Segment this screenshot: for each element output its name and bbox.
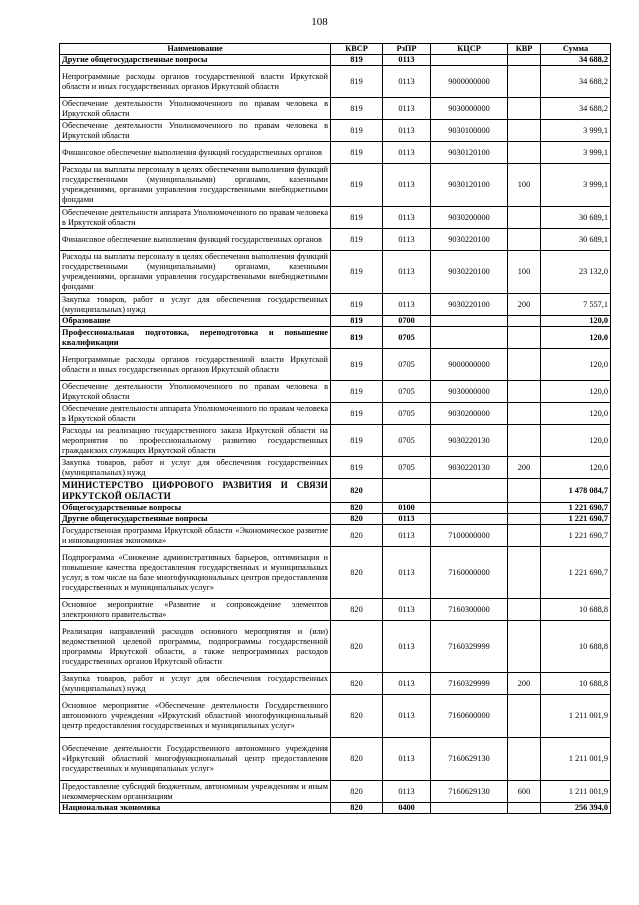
cell-kvr: [508, 120, 541, 142]
cell-sum: 256 394,0: [541, 803, 611, 814]
cell-rzpr: 0400: [383, 803, 431, 814]
table-row: [60, 316, 611, 327]
cell-kvsr: 820: [331, 514, 383, 525]
cell-kvsr: 819: [331, 55, 383, 66]
cell-rzpr: 0113: [383, 294, 431, 316]
cell-kvsr: 820: [331, 738, 383, 781]
cell-name: Профессиональная подготовка, переподготовка и повышение квалификации: [60, 327, 331, 349]
cell-rzpr: 0113: [383, 55, 431, 66]
cell-kvr: [508, 349, 541, 381]
cell-name: Закупка товаров, работ и услуг для обеспечения государственных (муниципальных) нужд: [60, 673, 331, 695]
cell-kvr: [508, 803, 541, 814]
cell-rzpr: 0113: [383, 98, 431, 120]
table-row: [60, 327, 611, 349]
cell-kcsr: 7160329999: [431, 621, 508, 673]
cell-name: Обеспечение деятельности аппарата Уполномоченного по правам человека в Иркутской области: [60, 207, 331, 229]
cell-sum: 34 688,2: [541, 98, 611, 120]
cell-kvr: [508, 425, 541, 457]
cell-name: Непрограммные расходы органов государственной власти Иркутской области и иных государственных органов Иркутской области: [60, 66, 331, 98]
table-row: [60, 164, 611, 207]
table-row: [60, 673, 611, 695]
table-row: [60, 207, 611, 229]
cell-name: Финансовое обеспечение выполнения функций государственных органов: [60, 229, 331, 251]
cell-name: Обеспечение деятельности аппарата Уполномоченного по правам человека в Иркутской области: [60, 403, 331, 425]
cell-name: Расходы на выплаты персоналу в целях обеспечения выполнения функций государственными (муниципальными) органами, казенными учреждениями, органами управления государственными внебюджетными фондами: [60, 251, 331, 294]
cell-rzpr: 0113: [383, 207, 431, 229]
cell-kvr: [508, 503, 541, 514]
page-number: 108: [311, 16, 328, 28]
table-row: [60, 599, 611, 621]
table-row: [60, 514, 611, 525]
cell-kvr: [508, 55, 541, 66]
cell-kcsr: 9030220100: [431, 229, 508, 251]
cell-rzpr: 0113: [383, 514, 431, 525]
table-row: [60, 781, 611, 803]
cell-kcsr: [431, 503, 508, 514]
table-row: [60, 98, 611, 120]
cell-name: Обеспечение деятельности Уполномоченного по правам человека в Иркутской области: [60, 381, 331, 403]
cell-kvr: 200: [508, 673, 541, 695]
cell-kvsr: 820: [331, 525, 383, 547]
cell-kcsr: 9030220130: [431, 425, 508, 457]
cell-name: Закупка товаров, работ и услуг для обеспечения государственных (муниципальных) нужд: [60, 294, 331, 316]
table-row: [60, 525, 611, 547]
cell-kvsr: 819: [331, 251, 383, 294]
cell-sum: 3 999,1: [541, 142, 611, 164]
cell-kvr: 600: [508, 781, 541, 803]
header-kcsr: КЦСР: [431, 44, 508, 55]
cell-kvr: [508, 514, 541, 525]
cell-kvr: [508, 229, 541, 251]
cell-sum: 34 688,2: [541, 66, 611, 98]
cell-kvsr: 819: [331, 164, 383, 207]
header-sum: Сумма: [541, 44, 611, 55]
cell-rzpr: 0113: [383, 66, 431, 98]
cell-name: Расходы на реализацию государственного заказа Иркутской области на мероприятия по профессиональному развитию государственных гражданских служащих Иркутской области: [60, 425, 331, 457]
cell-kvsr: 819: [331, 142, 383, 164]
cell-kvsr: 819: [331, 120, 383, 142]
cell-kcsr: 9030200000: [431, 403, 508, 425]
cell-kcsr: [431, 316, 508, 327]
cell-kcsr: 7160000000: [431, 547, 508, 599]
cell-rzpr: 0113: [383, 599, 431, 621]
cell-kvsr: 819: [331, 381, 383, 403]
cell-rzpr: 0705: [383, 327, 431, 349]
cell-kcsr: [431, 327, 508, 349]
cell-kcsr: 9030220130: [431, 457, 508, 479]
cell-kvsr: 819: [331, 229, 383, 251]
cell-kcsr: 9030000000: [431, 98, 508, 120]
cell-kcsr: 9030000000: [431, 381, 508, 403]
cell-kcsr: 7160329999: [431, 673, 508, 695]
cell-rzpr: [383, 479, 431, 503]
cell-kvr: [508, 66, 541, 98]
table-row: [60, 503, 611, 514]
cell-name: Обеспечение деятельности Уполномоченного по правам человека в Иркутской области: [60, 120, 331, 142]
table-body: [60, 55, 611, 814]
cell-name: Национальная экономика: [60, 803, 331, 814]
cell-kvr: [508, 695, 541, 738]
cell-kvr: [508, 142, 541, 164]
cell-kvsr: 820: [331, 695, 383, 738]
cell-name: Основное мероприятие «Развитие и сопровождение элементов электронного правительства»: [60, 599, 331, 621]
cell-kvr: [508, 738, 541, 781]
cell-rzpr: 0700: [383, 316, 431, 327]
cell-kvr: [508, 621, 541, 673]
cell-name: Основное мероприятие «Обеспечение деятельности Государственного автономного учреждения «Иркутский областной многофункциональный центр предоставления государственных и муниципальных услуг»: [60, 695, 331, 738]
header-kvsr: КВСР: [331, 44, 383, 55]
cell-kvsr: 819: [331, 66, 383, 98]
cell-kvr: [508, 98, 541, 120]
cell-sum: 120,0: [541, 403, 611, 425]
cell-name: Образование: [60, 316, 331, 327]
cell-rzpr: 0113: [383, 547, 431, 599]
table-row: [60, 621, 611, 673]
cell-kvsr: 819: [331, 207, 383, 229]
cell-rzpr: 0113: [383, 738, 431, 781]
cell-kcsr: [431, 479, 508, 503]
cell-kcsr: 9030220100: [431, 251, 508, 294]
cell-rzpr: 0113: [383, 525, 431, 547]
cell-name: Непрограммные расходы органов государственной власти Иркутской области и иных государственных органов Иркутской области: [60, 349, 331, 381]
table-row: [60, 120, 611, 142]
cell-kvsr: 820: [331, 547, 383, 599]
cell-kcsr: 7160300000: [431, 599, 508, 621]
cell-sum: 3 999,1: [541, 164, 611, 207]
cell-sum: 1 221 690,7: [541, 525, 611, 547]
header-rzpr: РзПР: [383, 44, 431, 55]
cell-sum: 1 221 690,7: [541, 547, 611, 599]
cell-kvr: [508, 403, 541, 425]
cell-sum: 1 221 690,7: [541, 514, 611, 525]
cell-sum: 1 211 001,9: [541, 781, 611, 803]
cell-kvr: 100: [508, 164, 541, 207]
cell-sum: 120,0: [541, 316, 611, 327]
cell-rzpr: 0705: [383, 403, 431, 425]
cell-rzpr: 0705: [383, 349, 431, 381]
cell-name: Государственная программа Иркутской области «Экономическое развитие и инновационная экономика»: [60, 525, 331, 547]
table-row: [60, 479, 611, 503]
cell-kvsr: 819: [331, 294, 383, 316]
cell-kvsr: 820: [331, 599, 383, 621]
table-row: [60, 66, 611, 98]
cell-kcsr: 9030100000: [431, 120, 508, 142]
table-row: [60, 547, 611, 599]
header-kvr: КВР: [508, 44, 541, 55]
table-row: [60, 229, 611, 251]
cell-kcsr: 9030220100: [431, 294, 508, 316]
table-row: [60, 457, 611, 479]
cell-name: Общегосударственные вопросы: [60, 503, 331, 514]
cell-kvr: [508, 599, 541, 621]
cell-name: Финансовое обеспечение выполнения функций государственных органов: [60, 142, 331, 164]
cell-sum: 23 132,0: [541, 251, 611, 294]
cell-kvsr: 820: [331, 673, 383, 695]
cell-kvr: [508, 327, 541, 349]
table-row: [60, 55, 611, 66]
cell-kcsr: 9000000000: [431, 66, 508, 98]
cell-sum: 3 999,1: [541, 120, 611, 142]
cell-name: Реализация направлений расходов основного мероприятия и (или) ведомственной целевой программы, подпрограммы государственной программы Иркутской области, а также непрограммных расходов государственных органов Иркутской области: [60, 621, 331, 673]
cell-rzpr: 0113: [383, 673, 431, 695]
cell-rzpr: 0705: [383, 457, 431, 479]
cell-sum: 10 688,8: [541, 621, 611, 673]
cell-sum: 30 689,1: [541, 207, 611, 229]
cell-kvsr: 819: [331, 349, 383, 381]
cell-sum: 1 221 690,7: [541, 503, 611, 514]
table-row: [60, 381, 611, 403]
cell-rzpr: 0705: [383, 425, 431, 457]
cell-kvr: [508, 547, 541, 599]
cell-name: Предоставление субсидий бюджетным, автономным учреждениям и иным некоммерческим организациям: [60, 781, 331, 803]
cell-rzpr: 0113: [383, 164, 431, 207]
cell-name: Расходы на выплаты персоналу в целях обеспечения выполнения функций государственными (муниципальными) органами, казенными учреждениями, органами управления государственными внебюджетными фондами: [60, 164, 331, 207]
cell-kvsr: 819: [331, 327, 383, 349]
cell-kvsr: 819: [331, 457, 383, 479]
cell-kvr: [508, 479, 541, 503]
cell-rzpr: 0113: [383, 251, 431, 294]
cell-kcsr: 9030120100: [431, 142, 508, 164]
cell-sum: 1 211 001,9: [541, 738, 611, 781]
cell-sum: 120,0: [541, 425, 611, 457]
cell-sum: 120,0: [541, 457, 611, 479]
cell-kcsr: 7100000000: [431, 525, 508, 547]
cell-rzpr: 0100: [383, 503, 431, 514]
cell-kvr: [508, 316, 541, 327]
cell-kvr: 200: [508, 457, 541, 479]
cell-kcsr: 7160629130: [431, 738, 508, 781]
cell-kvsr: 819: [331, 403, 383, 425]
cell-rzpr: 0113: [383, 229, 431, 251]
cell-kcsr: 7160629130: [431, 781, 508, 803]
cell-kvr: [508, 207, 541, 229]
cell-rzpr: 0113: [383, 621, 431, 673]
cell-kvsr: 820: [331, 503, 383, 514]
cell-kcsr: [431, 55, 508, 66]
cell-name: Другие общегосударственные вопросы: [60, 55, 331, 66]
cell-kvr: [508, 381, 541, 403]
cell-kvsr: 820: [331, 479, 383, 503]
cell-sum: 30 689,1: [541, 229, 611, 251]
cell-name: Другие общегосударственные вопросы: [60, 514, 331, 525]
cell-name: Обеспечение деятельности Уполномоченного по правам человека в Иркутской области: [60, 98, 331, 120]
table-row: [60, 738, 611, 781]
cell-name: МИНИСТЕРСТВО ЦИФРОВОГО РАЗВИТИЯ И СВЯЗИ ИРКУТСКОЙ ОБЛАСТИ: [60, 479, 331, 503]
table-row: [60, 349, 611, 381]
cell-name: Подпрограмма «Снижение административных барьеров, оптимизация и повышение качества предоставления государственных и муниципальных услуг, в том числе на базе многофункциональных центров предоставления государственных и муниципальных услуг»: [60, 547, 331, 599]
cell-sum: 1 478 084,7: [541, 479, 611, 503]
cell-sum: 120,0: [541, 327, 611, 349]
cell-sum: 34 688,2: [541, 55, 611, 66]
table-header-row: [60, 44, 611, 55]
cell-kvsr: 820: [331, 803, 383, 814]
table-row: [60, 251, 611, 294]
cell-rzpr: 0705: [383, 381, 431, 403]
cell-kcsr: [431, 803, 508, 814]
cell-kcsr: [431, 514, 508, 525]
table-row: [60, 425, 611, 457]
cell-rzpr: 0113: [383, 142, 431, 164]
cell-sum: 7 557,1: [541, 294, 611, 316]
budget-table: [59, 43, 611, 814]
cell-sum: 1 211 001,9: [541, 695, 611, 738]
cell-kvsr: 819: [331, 425, 383, 457]
table-row: [60, 142, 611, 164]
cell-kcsr: 7160600000: [431, 695, 508, 738]
cell-kcsr: 9030200000: [431, 207, 508, 229]
cell-kvsr: 820: [331, 621, 383, 673]
cell-rzpr: 0113: [383, 695, 431, 738]
cell-sum: 10 688,8: [541, 599, 611, 621]
cell-kvsr: 820: [331, 781, 383, 803]
table-row: [60, 294, 611, 316]
cell-kvr: 100: [508, 251, 541, 294]
cell-rzpr: 0113: [383, 120, 431, 142]
cell-name: Обеспечение деятельности Государственного автономного учреждения «Иркутский областной многофункциональный центр предоставления государственных и муниципальных услуг»: [60, 738, 331, 781]
cell-kcsr: 9030120100: [431, 164, 508, 207]
cell-rzpr: 0113: [383, 781, 431, 803]
cell-name: Закупка товаров, работ и услуг для обеспечения государственных (муниципальных) нужд: [60, 457, 331, 479]
cell-kvr: [508, 525, 541, 547]
cell-kvsr: 819: [331, 98, 383, 120]
cell-sum: 120,0: [541, 381, 611, 403]
cell-kvsr: 819: [331, 316, 383, 327]
cell-kcsr: 9000000000: [431, 349, 508, 381]
table-row: [60, 803, 611, 814]
table-row: [60, 695, 611, 738]
cell-kvr: 200: [508, 294, 541, 316]
table-row: [60, 403, 611, 425]
header-name: Наименование: [60, 44, 331, 55]
cell-sum: 120,0: [541, 349, 611, 381]
cell-sum: 10 688,8: [541, 673, 611, 695]
